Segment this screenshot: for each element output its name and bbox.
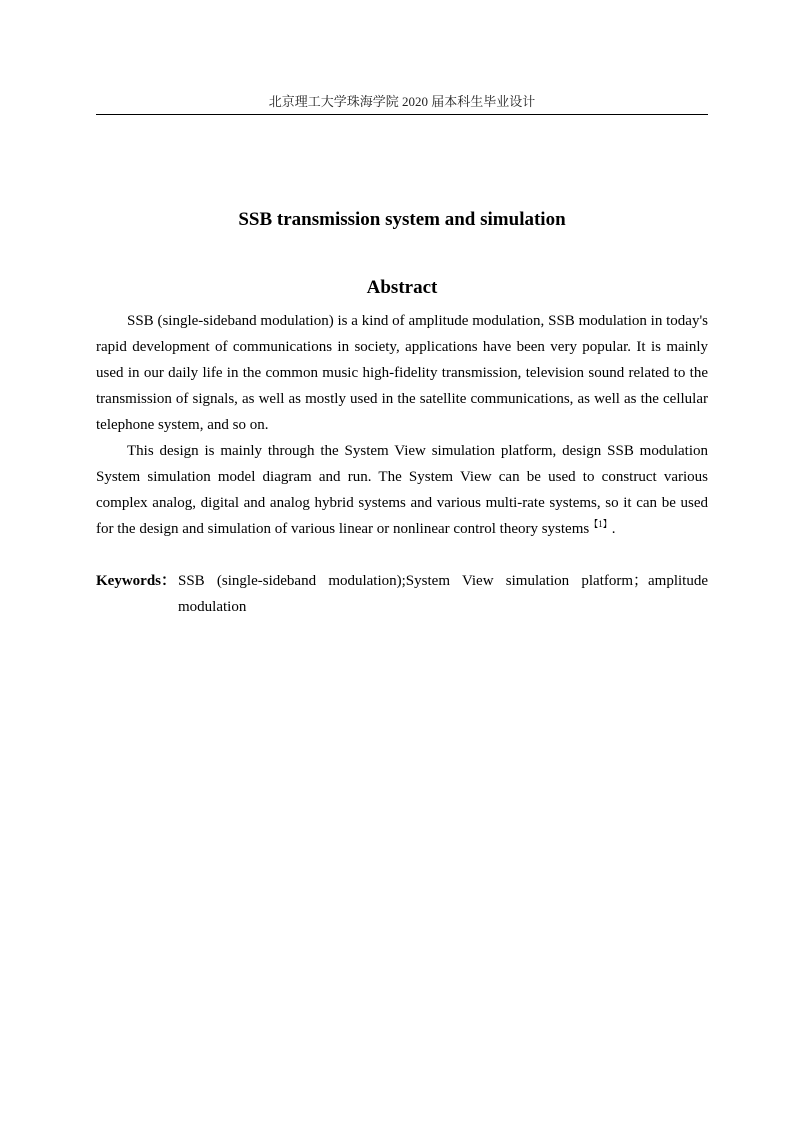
- page-header: 北京理工大学珠海学院 2020 届本科生毕业设计: [268, 94, 536, 109]
- abstract-body: [96, 308, 708, 542]
- abstract-paragraph-1-text: SSB (single-sideband modulation) is a kind of amplitude modulation, SSB modulation in today's rapid development of communications in society, applications have been very popular. It is mainly used in our daily life in the common music high-fidelity transmission, television sound related to the transmission of signals, as well as mostly used in the satellite communications, as well as the cellular telephone system, and so on.: [96, 313, 708, 433]
- abstract-paragraph-2-text: This design is mainly through the System View simulation platform, design SSB modulation System simulation model diagram and run. The System View can be used to construct various complex analog, digital and analog hybrid systems and various multi-rate systems, so it can be used for the design and simulation of various linear or nonlinear control theory systems: [96, 443, 708, 537]
- paper-title: SSB transmission system and simulation: [238, 209, 566, 230]
- citation-reference[interactable]: 【1】: [589, 519, 612, 529]
- keywords-section: [96, 568, 708, 620]
- keywords-label: Keywords：: [96, 573, 176, 589]
- header-rule: [96, 114, 708, 115]
- abstract-paragraph-1: [96, 308, 708, 438]
- keywords-text: SSB (single-sideband modulation);System View simulation platform；amplitude modulation: [178, 573, 708, 615]
- abstract-paragraph-2: [96, 438, 708, 542]
- abstract-paragraph-2-end: .: [611, 521, 616, 537]
- abstract-heading: Abstract: [366, 277, 438, 298]
